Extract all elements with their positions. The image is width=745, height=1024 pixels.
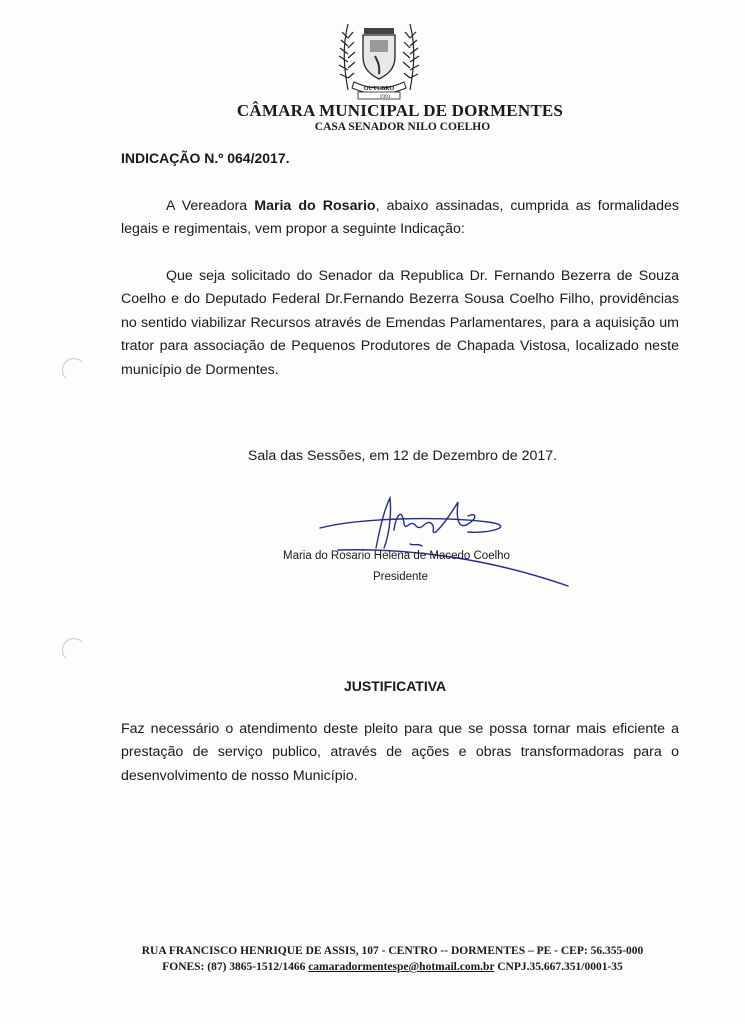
request-paragraph	[121, 265, 679, 382]
request-text: Que seja solicitado do Senador da Republica Dr. Fernando Bezerra de Souza Coelho e do Deputado Federal Dr.Fernando Bezerra Sousa Coelho Filho, providências no sentido viabilizar Recursos através de Emendas Parlamentares, para a aquisição um trator para associação de Pequenos Produtores de Chapada Vistosa, localizado neste município de Dormentes.	[121, 268, 679, 378]
institution-subtitle: CASA SENADOR NILO COELHO	[314, 121, 491, 133]
justification-heading: JUSTIFICATIVA	[344, 678, 447, 694]
institution-title: CÂMARA MUNICIPAL DE DORMENTES	[236, 101, 564, 120]
footer-contacts	[0, 961, 745, 973]
signatory-name: Maria do Rosario Helena de Macedo Coelho	[283, 550, 510, 562]
intro-prefix: A Vereadora	[166, 198, 255, 214]
crest-year-text: 1991	[379, 94, 391, 100]
justification-paragraph	[121, 718, 679, 788]
footer-email-link[interactable]: camaradormentespe@hotmail.com.br	[308, 961, 495, 973]
punch-hole-mark-top	[62, 358, 86, 382]
document-number: INDICAÇÃO N.º 064/2017.	[121, 150, 290, 166]
handwritten-signature	[318, 488, 578, 598]
footer-address: RUA FRANCISCO HENRIQUE DE ASSIS, 107 - CENTRO -- DORMENTES – PE - CEP: 56.355-000	[141, 945, 644, 957]
intro-paragraph	[121, 195, 679, 242]
municipal-crest-logo	[330, 18, 428, 100]
councilwoman-name: Maria do Rosario	[254, 198, 376, 214]
crest-ribbon-text: OUTUBRO	[363, 86, 395, 92]
footer-cnpj: CNPJ.35.667.351/0001-35	[494, 961, 623, 973]
intro-suffix: , abaixo assinadas, cumprida as formalidades legais e regimentais, vem propor a seguinte Indicação:	[121, 198, 679, 238]
punch-hole-mark-bottom	[62, 638, 86, 662]
justification-text: Faz necessário o atendimento deste pleito para que se possa tornar mais eficiente a prestação de serviço publico, através de ações e obras transformadoras para o desenvolvimento de nosso Município.	[121, 721, 679, 784]
footer-phones: FONES: (87) 3865-1512/1466	[162, 961, 309, 973]
signatory-role: Presidente	[373, 571, 428, 583]
session-date: Sala das Sessões, em 12 de Dezembro de 2017.	[247, 448, 558, 464]
